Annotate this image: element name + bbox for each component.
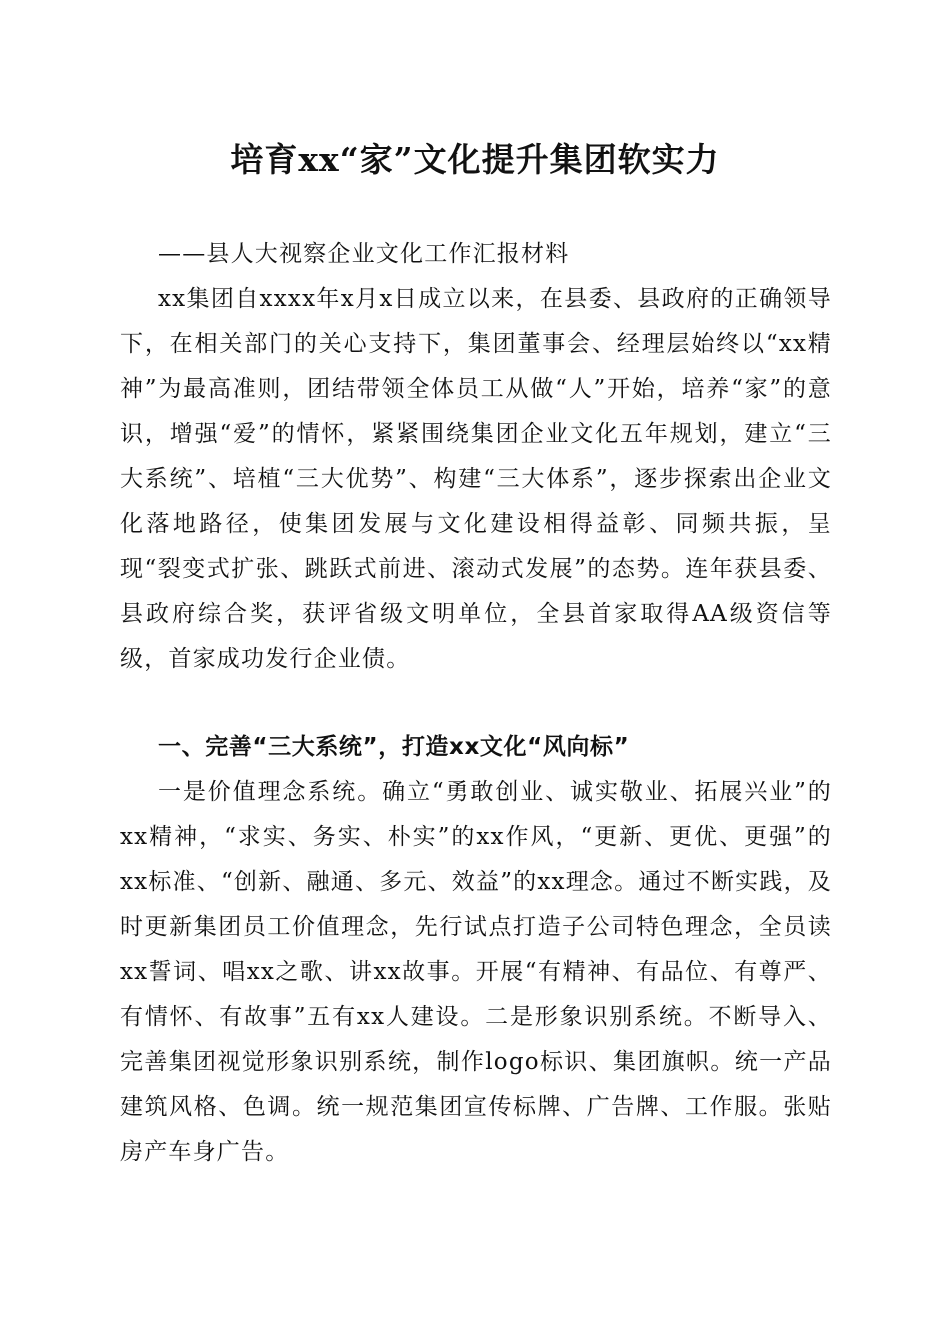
intro-paragraph: xx集团自xxxx年x月x日成立以来，在县委、县政府的正确领导下，在相关部门的关心支持下，集团董事会、经理层始终以“xx精神”为最高准则，团结带领全体员工从做“人”开始，培养“家”的意识，增强“爱”的情怀，紧紧围绕集团企业文化五年规划，建立“三大系统”、培植“三大优势”、构建“三大体系”，逐步探索出企业文化落地路径，使集团发展与文化建设相得益彰、同频共振，呈现“裂变式扩张、跳跃式前进、滚动式发展”的态势。连年获县委、县政府综合奖，获评省级文明单位，全县首家取得AA级资信等级，首家成功发行企业债。 bbox=[120, 286, 832, 672]
document-title: 培育xx“家”文化提升集团软实力 bbox=[230, 140, 720, 179]
section-heading: 一、完善“三大系统”，打造xx文化“风向标” bbox=[158, 734, 630, 760]
document-subtitle: ——县人大视察企业文化工作汇报材料 bbox=[158, 241, 570, 267]
section-paragraph: 一是价值理念系统。确立“勇敢创业、诚实敬业、拓展兴业”的xx精神，“求实、务实、朴实”的xx作风，“更新、更优、更强”的xx标准、“创新、融通、多元、效益”的xx理念。通过不断实践，及时更新集团员工价值理念，先行试点打造子公司特色理念，全员读xx誓词、唱xx之歌、讲xx故事。开展“有精神、有品位、有尊严、有情怀、有故事”五有xx人建设。二是形象识别系统。不断导入、完善集团视觉形象识别系统，制作logo标识、集团旗帜。统一产品建筑风格、色调。统一规范集团宣传标牌、广告牌、工作服。张贴房产车身广告。 bbox=[120, 779, 832, 1165]
